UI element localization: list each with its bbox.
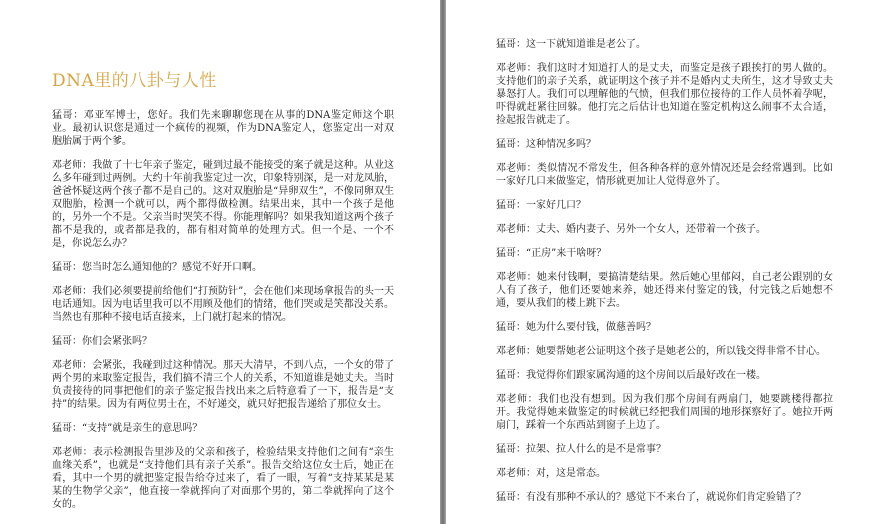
paragraph: 猛哥：邓亚军博士，您好。我们先来聊聊您现在从事的DNA鉴定师这个职业。最初认识您是通过一个疯传的视频，作为DNA鉴定人，您鉴定出一对双胞胎属于两个爹。 bbox=[52, 110, 394, 147]
paragraph: 邓老师：对，这是常态。 bbox=[496, 468, 606, 479]
paragraph: 邓老师：我们也没有想到。因为我们那个房间有两扇门，她要跳楼得都拉开。我觉得她来做鉴定的时候就已经把我们周围的地形探察好了。她拉开两扇门，踩着一个东西站到窗子上边了。 bbox=[496, 394, 833, 431]
paragraph: 猛哥：你们会紧张吗？ bbox=[52, 336, 152, 347]
chapter-title: DNA里的八卦与人性 bbox=[52, 71, 217, 91]
paragraph: 猛哥：我觉得你们跟家属沟通的这个房间以后最好改在一楼。 bbox=[496, 370, 766, 381]
paragraph: 邓老师：我做了十七年亲子鉴定，碰到过最不能接受的案子就是这种。从业这么多年碰到过两例。大约十年前我鉴定过一次，印象特别深，是一对龙凤胎，爸爸怀疑这两个孩子都不是自己的。这对双胞胎是“异卵双生”，不像同卵双生双胞胎，检测一个就可以，两个都得做检测。结果出来，其中一个孩子是他的，另外一个不是。父亲当时哭笑不得。你能理解吗？如果我知道这两个孩子都不是我的，或者都是我的，都有相对简单的处理方式。但一个是、一个不是，你说怎么办？ bbox=[52, 160, 394, 249]
paragraph: 邓老师：我们这时才知道打人的是丈夫，而鉴定是孩子跟挨打的男人做的。支持他们的亲子关系，就证明这个孩子并不是婚内丈夫所生，这才导致丈夫暴怒打人。我们可以理解他的气愤，但我们那位接待的工作人员怀着孕呢，吓得就赶紧往回躲。他打完之后估计也知道在鉴定机构这么闹事不太合适，捡起报告就走了。 bbox=[496, 63, 833, 126]
paragraph: 猛哥：您当时怎么通知他的？感觉不好开口啊。 bbox=[52, 262, 262, 273]
paragraph: 猛哥：这种情况多吗？ bbox=[496, 139, 596, 150]
paragraph: 邓老师：她要帮她老公证明这个孩子是她老公的，所以钱交得非常不甘心。 bbox=[496, 346, 826, 357]
paragraph: 猛哥：拉架、拉人什么的是不是常事？ bbox=[496, 444, 666, 455]
right-page-body bbox=[496, 38, 833, 504]
paragraph: 邓老师：我们必须要提前给他们“打预防针”，会在他们来现场拿报告的头一天电话通知。因为电话里我可以不用顾及他们的情绪，他们哭或是笑都没关系。当然也有那种不接电话直接来，上门就打起来的情况。 bbox=[52, 286, 394, 323]
paragraph: 猛哥：一家好几口？ bbox=[496, 200, 586, 211]
paragraph: 猛哥：她为什么要付钱，做慈善吗？ bbox=[496, 322, 656, 333]
paragraph: 邓老师：表示检测报告里涉及的父亲和孩子，检验结果支持他们之间有“亲生血缘关系”，也就是“支持他们具有亲子关系”。报告交给这位女士后，她正在看，其中一个男的就把鉴定报告给夺过来了，看了一眼，写着“支持某某是某某的生物学父亲”，他直接一拳就挥向了对面那个男的，第二拳就挥向了这个女的。 bbox=[52, 447, 394, 510]
paragraph: 猛哥：“正房”来干啥呀？ bbox=[496, 248, 607, 259]
paragraph: 猛哥：有没有那种不承认的？感觉下不来台了，就说你们肯定验错了？ bbox=[496, 492, 806, 503]
paragraph: 邓老师：类似情况不常发生，但各种各样的意外情况还是会经常遇到。比如一家好几口来做鉴定，情形就更加让人觉得意外了。 bbox=[496, 163, 833, 187]
paragraph: 邓老师：会紧张，我碰到过这种情况。那天大清早，不到八点，一个女的带了两个男的来取鉴定报告，我们搞不清三个人的关系，不知道谁是她丈夫。当时负责接待的同事把他们的亲子鉴定报告找出来之后特意看了一下，报告是“支持”的结果。因为有两位男士在，不好递交，就只好把报告递给了那位女士。 bbox=[52, 360, 394, 410]
paragraph: 猛哥：“支持”就是亲生的意思吗？ bbox=[52, 423, 203, 434]
right-page bbox=[446, 0, 885, 524]
paragraph: 猛哥：这一下就知道谁是老公了。 bbox=[496, 39, 646, 50]
paragraph: 邓老师：丈夫、婚内妻子、另外一个女人，还带着一个孩子。 bbox=[496, 224, 766, 235]
left-page bbox=[0, 0, 440, 524]
paragraph: 邓老师：她来付钱啊，要搞清楚结果。然后她心里郁闷，自己老公跟别的女人有了孩子，他们还要她来养，她还得来付鉴定的钱，付完钱之后她想不通，要从我们的楼上跳下去。 bbox=[496, 272, 833, 309]
left-page-body bbox=[52, 109, 394, 511]
